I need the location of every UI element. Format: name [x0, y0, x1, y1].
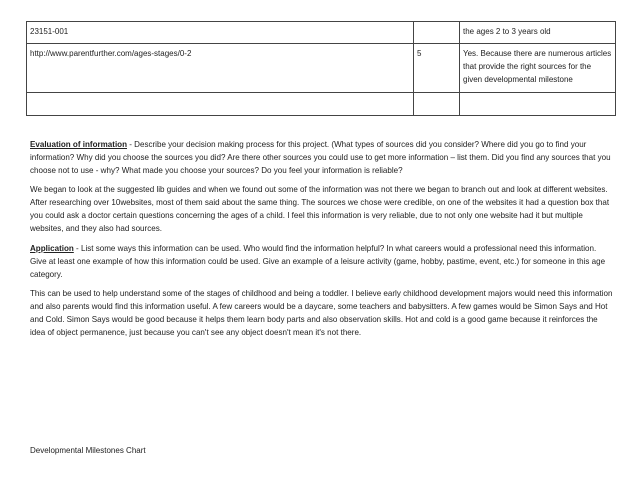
- rating-cell: 5: [414, 44, 460, 93]
- evaluation-prompt-text: - Describe your decision making process for this project. (What types of sources did you consider? Where did you go to find your information? Why did you choose the sources you did? Are there other sources you could use to get more information – list them. Did you find any sources that you choose not to use - why? What made you choose your sources? Do you feel your information is reliable?: [30, 140, 611, 175]
- table-row: [27, 22, 616, 44]
- table-cell: 23151-001: [27, 22, 414, 44]
- document-body: [30, 138, 615, 345]
- application-prompt-text: - List some ways this information can be used. Who would find the information helpful? In what careers would a professional need this information. Give at least one example of how this information could be used. Give an example of a leisure activity (game, hobby, pastime, event, etc.) for someone in this age category.: [30, 244, 606, 279]
- table-row: [27, 44, 616, 93]
- source-url-cell: http://www.parentfurther.com/ages-stages/0-2: [27, 44, 414, 93]
- footer-title: Developmental Milestones Chart: [30, 446, 146, 455]
- table-cell: the ages 2 to 3 years old: [460, 22, 616, 44]
- table-row: [27, 93, 616, 116]
- evaluation-prompt: [30, 138, 615, 177]
- reliability-cell: Yes. Because there are numerous articles that provide the right sources for the given developmental milestone: [460, 44, 616, 93]
- application-answer: This can be used to help understand some of the stages of childhood and being a toddler. I believe early childhood development majors would need this information and also parents would find this information useful. A few careers would be a daycare, some teachers and babysitters. A few games would be Simon Says and Hot and Cold. Simon Says would be good because it helps them learn body parts and also observation skills. Hot and cold is a good game because it reinforces the idea of object permanence, just because you can't see any object doesn't mean it's not there.: [30, 289, 613, 337]
- evaluation-heading: Evaluation of information: [30, 140, 128, 149]
- table-cell: [414, 93, 460, 116]
- evaluation-answer: We began to look at the suggested lib guides and when we found out some of the information was not there we began to branch out and look at different websites. After researching over 10websites, most of them said about the same thing. The sources we chose were credible, on one of the websites it had a question box that you could ask a doctor certain questions concerning the ages of a child. I feel this information is very reliable, due to not only one website had it but multiple websites, and they also had sources.: [30, 185, 610, 233]
- table-cell: [27, 93, 414, 116]
- table-cell: [414, 22, 460, 44]
- application-heading: Application: [30, 244, 74, 253]
- application-prompt: [30, 242, 615, 281]
- sources-table: [26, 21, 616, 116]
- table-cell: [460, 93, 616, 116]
